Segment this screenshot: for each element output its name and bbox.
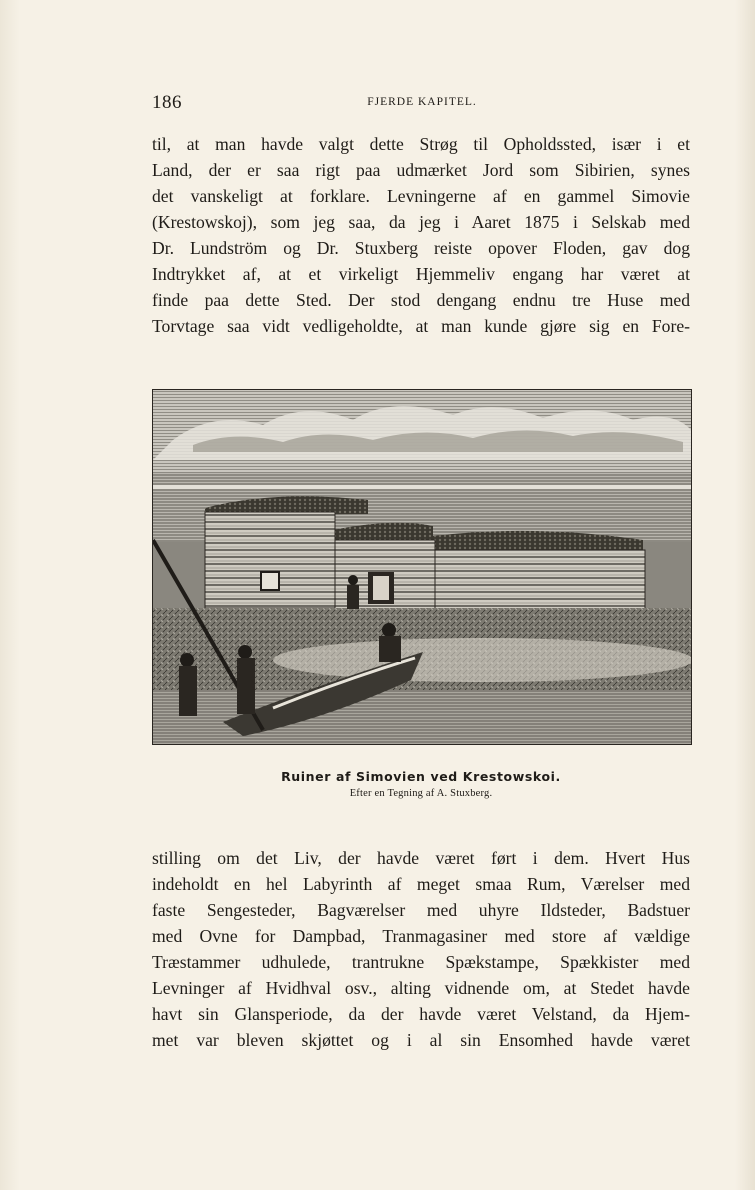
engraving-illustration — [152, 389, 692, 745]
engraving-drawing — [153, 390, 691, 744]
text-line: (Krestowskoj), som jeg saa, da jeg i Aaret 1875 i Selskab med — [152, 212, 690, 232]
body-text-bottom — [152, 845, 690, 1053]
running-head: FJERDE KAPITEL. — [367, 96, 477, 108]
figure-caption — [152, 769, 690, 799]
text-line: med Ovne for Dampbad, Tranmagasiner med store af vældige — [152, 926, 690, 946]
page-header — [152, 92, 692, 114]
text-line: til, at man havde valgt dette Strøg til Opholdssted, især i et — [152, 134, 690, 154]
page-number: 186 — [152, 92, 182, 113]
text-line: havt sin Glansperiode, da der havde været Velstand, da Hjem- — [152, 1004, 690, 1024]
caption-credit: Efter en Tegning af A. Stuxberg. — [349, 788, 493, 799]
text-line: Land, der er saa rigt paa udmærket Jord som Sibirien, synes — [152, 160, 690, 180]
text-line: Dr. Lundström og Dr. Stuxberg reiste opover Floden, gav dog — [152, 238, 690, 258]
text-line: met var bleven skjøttet og i al sin Ensomhed havde været — [152, 1030, 690, 1050]
body-text-top — [152, 131, 690, 339]
text-line: det vanskeligt at forklare. Levningerne af en gammel Simovie — [152, 186, 690, 206]
text-line: finde paa dette Sted. Der stod dengang endnu tre Huse med — [152, 290, 690, 310]
caption-title: Ruiner af Simovien ved Krestowskoi. — [281, 769, 561, 784]
text-line: stilling om det Liv, der havde været ført i dem. Hvert Hus — [152, 848, 690, 868]
text-line: indeholdt en hel Labyrinth af meget smaa Rum, Værelser med — [152, 874, 690, 894]
text-line: Indtrykket af, at et virkeligt Hjemmeliv engang har været at — [152, 264, 690, 284]
text-line: Træstammer udhulede, trantrukne Spækstampe, Spækkister med — [152, 952, 690, 972]
text-line: Torvtage saa vidt vedligeholdte, at man kunde gjøre sig en Fore- — [152, 316, 690, 336]
text-line: faste Sengesteder, Bagværelser med uhyre Ildsteder, Badstuer — [152, 900, 690, 920]
text-line: Levninger af Hvidhval osv., alting vidnende om, at Stedet havde — [152, 978, 690, 998]
